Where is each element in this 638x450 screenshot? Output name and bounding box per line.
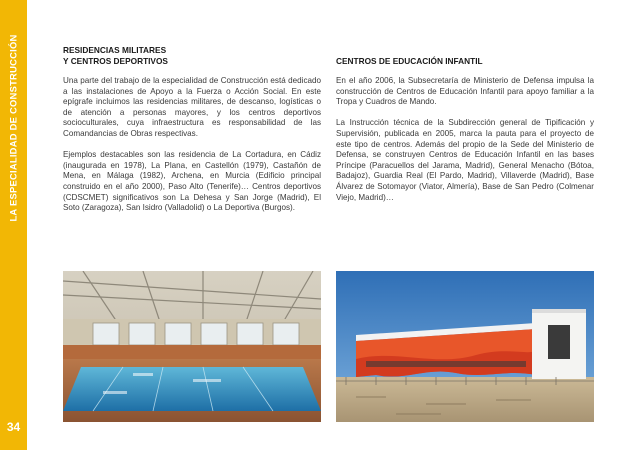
- sidebar-band: [0, 0, 27, 450]
- left-column: [63, 45, 321, 224]
- pool-photo: [63, 271, 321, 422]
- pool-image: [63, 271, 321, 422]
- right-paragraph-1: En el año 2006, la Subsecretaría de Ministerio de Defensa impulsa la construcción de Centros de Educación Infantil para apoyo familiar a la Tropa y Cuadros de Mando.: [336, 76, 594, 107]
- left-paragraph-1: Una parte del trabajo de la especialidad de Construcción está dedicado a las instalaciones de Apoyo a la Fuerza o Acción Social. En este epígrafe incluimos las residencias militares, de descanso, logísticas o de atención a personas mayores, y los centros deportivos socioculturales, cuya infraestructura es responsabilidad de las Comandancias de Obras respectivas.: [63, 76, 321, 138]
- school-photo: [336, 271, 594, 422]
- school-image: [336, 271, 594, 422]
- left-heading-line1: RESIDENCIAS MILITARES: [63, 45, 167, 55]
- right-heading: CENTROS DE EDUCACIÓN INFANTIL: [336, 56, 483, 66]
- left-paragraph-2: Ejemplos destacables son las residencia de La Cortadura, en Cádiz (inaugurada en 1978), La Plana, en Castellón (1979), Castañón de Mena, en Málaga (1982), Archena, en Murcia (Edificio principal construido en el año 2000), Paso Alto (Tenerife)… Centros deportivos (CDSCMET) significativos son La Dehesa y San Jorge (Madrid), El Soto (Zaragoza), San Isidro (Valladolid) o La Deportiva (Burgos).: [63, 150, 321, 213]
- right-column: [336, 45, 594, 214]
- section-title-vertical: LA ESPECIALIDAD DE CONSTRUCCIÓN: [7, 34, 19, 222]
- left-heading-line2: Y CENTROS DEPORTIVOS: [63, 56, 168, 66]
- page-number: 34: [6, 420, 21, 434]
- left-heading: [63, 45, 321, 67]
- right-paragraph-2: La Instrucción técnica de la Subdirección general de Tipificación y Supervisión, publicada en 2005, marca la pauta para el proyecto de este tipo de centros. Además del propio de la Sede del Ministerio de Defensa, se construyen Centros de Educación Infantil en las bases Príncipe (Paracuellos del Jarama, Madrid), General Menacho (Bótoa, Badajoz), Guardia Real (El Pardo, Madrid), Villaverde (Madrid), Base Álvarez de Sotomayor (Viator, Almería), Base de San Pedro (Colmenar Viejo, Madrid)…: [336, 118, 594, 202]
